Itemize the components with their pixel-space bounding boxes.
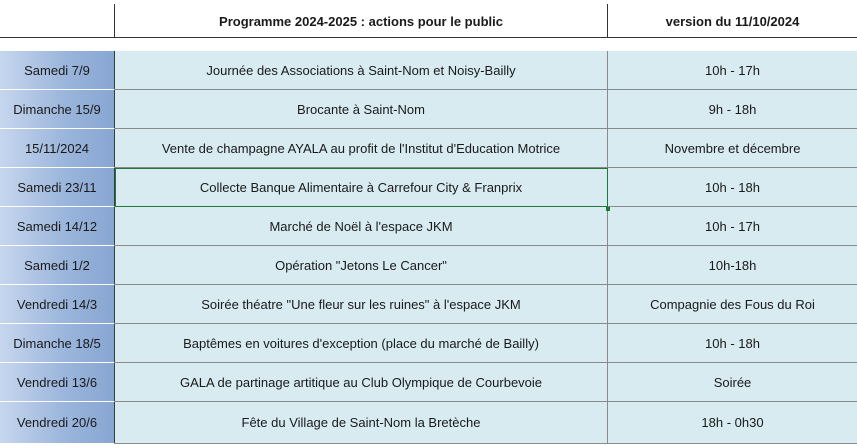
table-row xyxy=(0,285,857,324)
date-cell[interactable]: Vendredi 13/6 xyxy=(0,363,115,402)
time-cell[interactable]: 10h - 17h xyxy=(608,207,857,246)
event-cell[interactable]: Brocante à Saint-Nom xyxy=(115,90,608,129)
time-cell[interactable]: Compagnie des Fous du Roi xyxy=(608,285,857,324)
time-cell[interactable]: 18h - 0h30 xyxy=(608,402,857,444)
time-cell[interactable]: 10h - 18h xyxy=(608,168,857,207)
event-cell[interactable]: Opération "Jetons Le Cancer" xyxy=(115,246,608,285)
event-cell[interactable]: Baptêmes en voitures d'exception (place du marché de Bailly) xyxy=(115,324,608,363)
table-row xyxy=(0,129,857,168)
date-cell[interactable]: Dimanche 18/5 xyxy=(0,324,115,363)
table-row xyxy=(0,207,857,246)
header-cell-empty[interactable] xyxy=(0,4,115,38)
table-row xyxy=(0,51,857,90)
time-cell[interactable]: 10h - 17h xyxy=(608,51,857,90)
header-row xyxy=(0,4,857,38)
time-cell[interactable]: Soirée xyxy=(608,363,857,402)
event-cell[interactable]: Journée des Associations à Saint-Nom et Noisy-Bailly xyxy=(115,51,608,90)
selection-fill-handle[interactable] xyxy=(606,207,610,211)
date-cell[interactable]: Dimanche 15/9 xyxy=(0,90,115,129)
time-cell[interactable]: 10h-18h xyxy=(608,246,857,285)
header-rule xyxy=(0,37,857,38)
event-cell[interactable]: Soirée théatre "Une fleur sur les ruines" à l'espace JKM xyxy=(115,285,608,324)
event-cell[interactable]: Marché de Noël à l'espace JKM xyxy=(115,207,608,246)
date-cell[interactable]: Samedi 1/2 xyxy=(0,246,115,285)
time-cell[interactable]: 9h - 18h xyxy=(608,90,857,129)
time-cell[interactable]: Novembre et décembre xyxy=(608,129,857,168)
date-cell[interactable]: Vendredi 20/6 xyxy=(0,402,115,444)
table-row xyxy=(0,324,857,363)
date-cell[interactable]: Samedi 7/9 xyxy=(0,51,115,90)
event-cell[interactable]: Vente de champagne AYALA au profit de l'Institut d'Education Motrice xyxy=(115,129,608,168)
table-row xyxy=(0,402,857,444)
header-title-cell[interactable]: Programme 2024-2025 : actions pour le public xyxy=(115,4,608,38)
table-row xyxy=(0,363,857,402)
time-cell[interactable]: 10h - 18h xyxy=(608,324,857,363)
table-row xyxy=(0,246,857,285)
date-cell[interactable]: Samedi 14/12 xyxy=(0,207,115,246)
header-version-cell[interactable]: version du 11/10/2024 xyxy=(608,4,857,38)
date-cell[interactable]: 15/11/2024 xyxy=(0,129,115,168)
event-cell[interactable]: Fête du Village de Saint-Nom la Bretèche xyxy=(115,402,608,444)
table-row xyxy=(0,90,857,129)
event-cell-selected[interactable]: Collecte Banque Alimentaire à Carrefour City & Franprix xyxy=(115,168,608,207)
event-cell[interactable]: GALA de partinage artitique au Club Olympique de Courbevoie xyxy=(115,363,608,402)
date-cell[interactable]: Samedi 23/11 xyxy=(0,168,115,207)
date-cell[interactable]: Vendredi 14/3 xyxy=(0,285,115,324)
table-row xyxy=(0,168,857,207)
